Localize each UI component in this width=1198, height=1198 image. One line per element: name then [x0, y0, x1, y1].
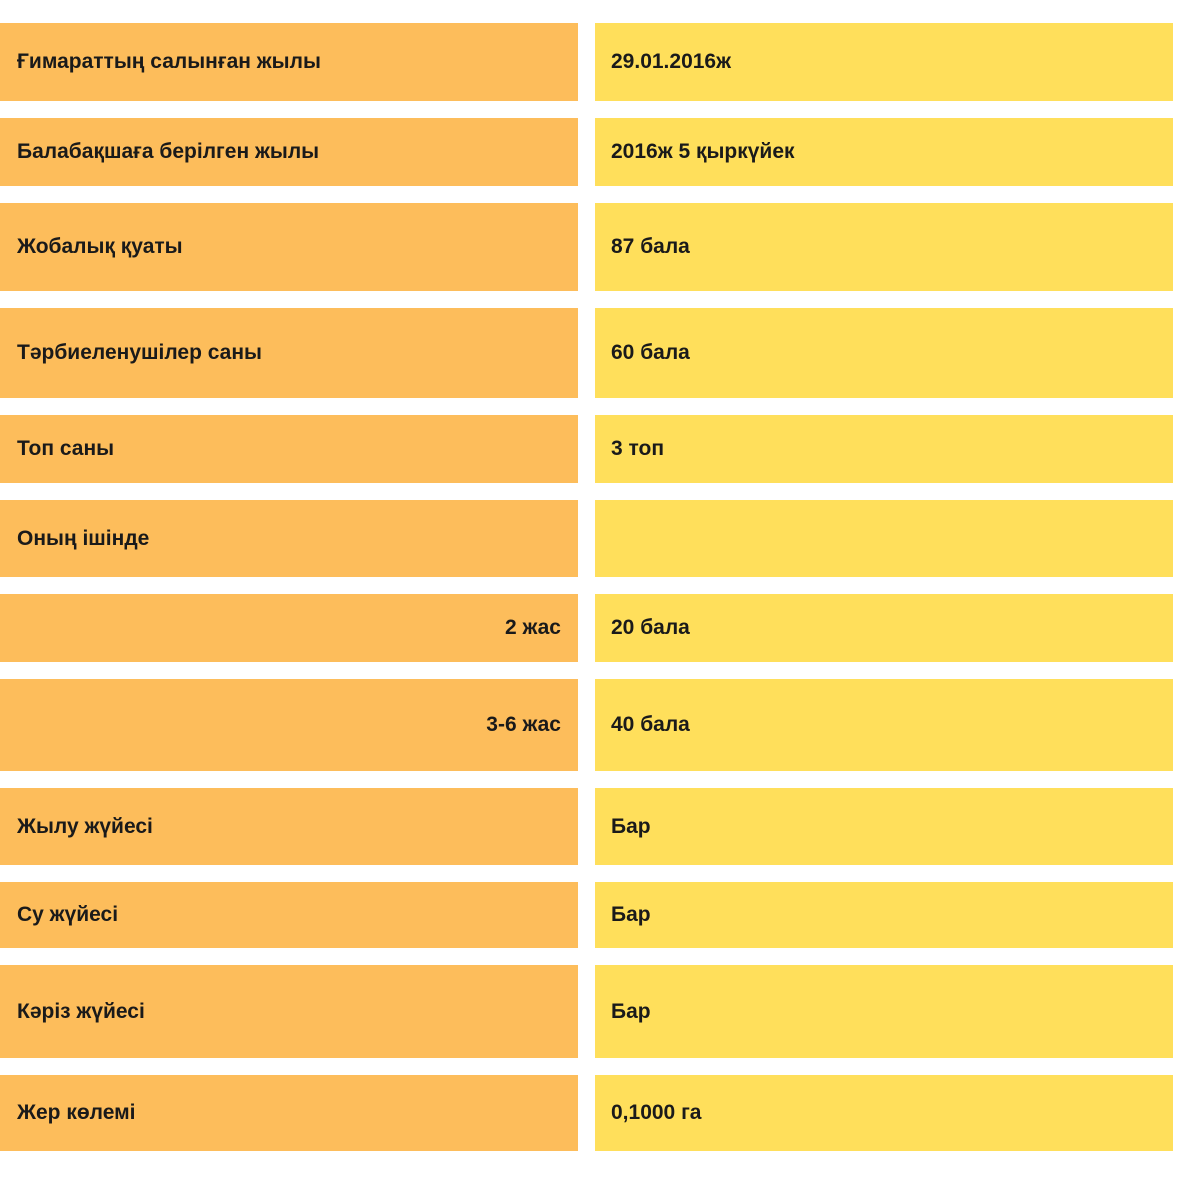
- info-table: [0, 23, 1173, 1168]
- row-label: Балабақшаға берілген жылы: [0, 118, 578, 186]
- row-label: Тәрбиеленушілер саны: [0, 308, 578, 398]
- row-value: 29.01.2016ж: [595, 23, 1173, 101]
- table-row: [0, 594, 1173, 662]
- row-label: Кәріз жүйесі: [0, 965, 578, 1058]
- row-value: 3 топ: [595, 415, 1173, 483]
- row-label: 2 жас: [0, 594, 578, 662]
- table-row: [0, 308, 1173, 398]
- table-row: [0, 500, 1173, 577]
- row-label: Жылу жүйесі: [0, 788, 578, 865]
- table-row: [0, 23, 1173, 101]
- row-value: Бар: [595, 882, 1173, 948]
- row-label: 3-6 жас: [0, 679, 578, 771]
- table-row: [0, 882, 1173, 948]
- row-label: Ғимараттың салынған жылы: [0, 23, 578, 101]
- row-value: Бар: [595, 965, 1173, 1058]
- row-label: Су жүйесі: [0, 882, 578, 948]
- row-value: 2016ж 5 қыркүйек: [595, 118, 1173, 186]
- row-label: Жобалық қуаты: [0, 203, 578, 291]
- table-row: [0, 679, 1173, 771]
- row-value: Бар: [595, 788, 1173, 865]
- row-value: [595, 500, 1173, 577]
- table-row: [0, 203, 1173, 291]
- table-row: [0, 965, 1173, 1058]
- row-value: 0,1000 га: [595, 1075, 1173, 1151]
- table-row: [0, 415, 1173, 483]
- row-label: Жер көлемі: [0, 1075, 578, 1151]
- row-label: Оның ішінде: [0, 500, 578, 577]
- row-value: 87 бала: [595, 203, 1173, 291]
- row-value: 60 бала: [595, 308, 1173, 398]
- table-row: [0, 1075, 1173, 1151]
- row-label: Топ саны: [0, 415, 578, 483]
- row-value: 40 бала: [595, 679, 1173, 771]
- table-row: [0, 788, 1173, 865]
- row-value: 20 бала: [595, 594, 1173, 662]
- table-row: [0, 118, 1173, 186]
